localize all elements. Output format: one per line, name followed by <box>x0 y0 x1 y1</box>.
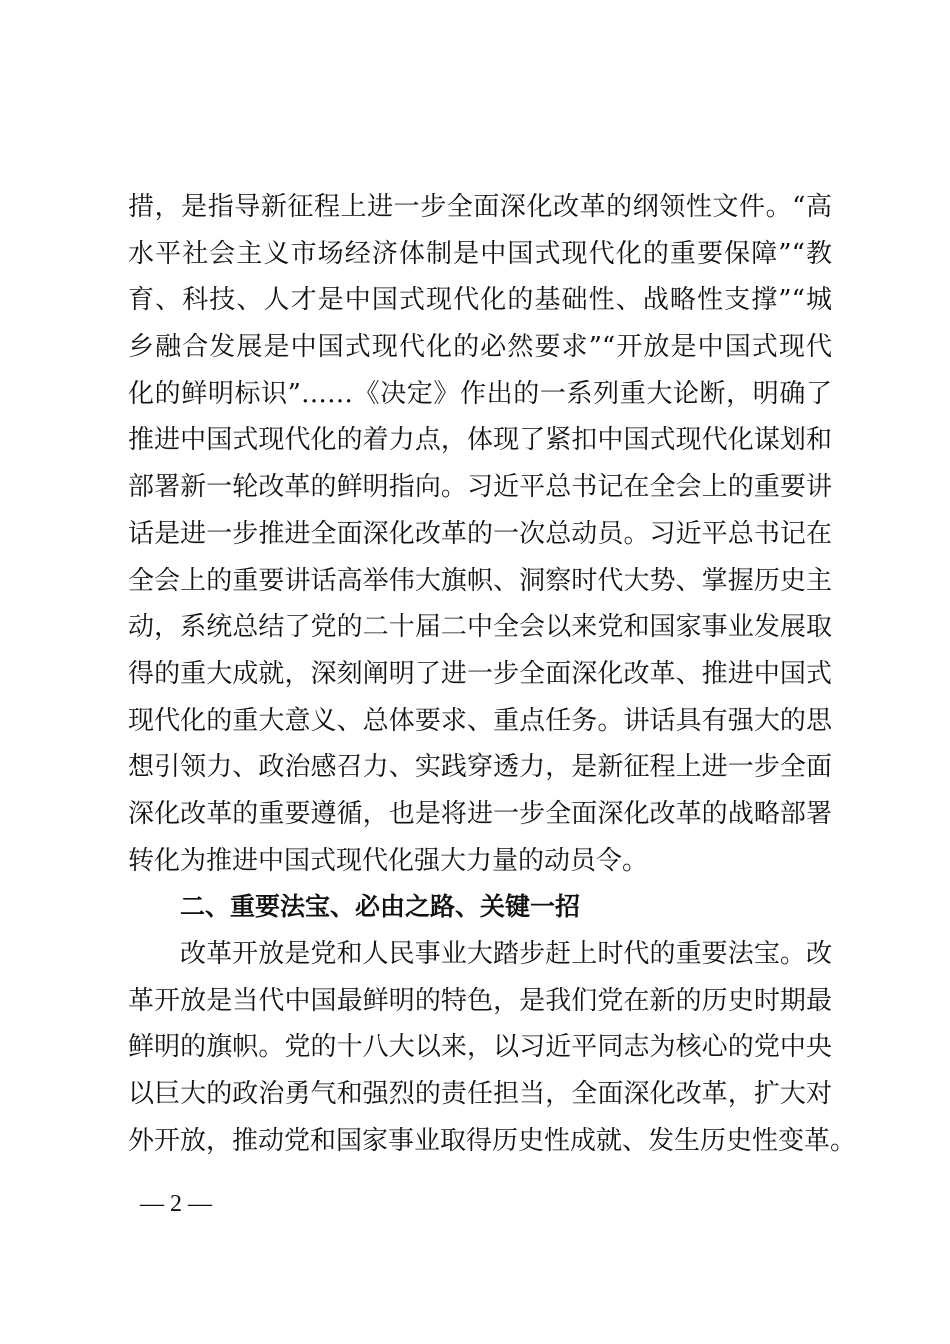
text-line: 措，是指导新征程上进一步全面深化改革的纲领性文件。“高 <box>128 192 832 222</box>
text-line: 乡融合发展是中国式现代化的必然要求”“开放是中国式现代 <box>128 332 832 363</box>
paragraph-1 <box>128 184 832 884</box>
text-line: 想引领力、政治感召力、实践穿透力，是新征程上进一步全面 <box>128 752 832 783</box>
text-line: 革开放是当代中国最鲜明的特色，是我们党在新的历史时期最 <box>128 985 832 1016</box>
text-line: 改革开放是党和人民事业大踏步赶上时代的重要法宝。改 <box>180 939 832 969</box>
text-line: 现代化的重大意义、总体要求、重点任务。讲话具有强大的思 <box>128 705 832 736</box>
text-line: 动，系统总结了党的二十届二中全会以来党和国家事业发展取 <box>128 612 832 643</box>
text-line: 部署新一轮改革的鲜明指向。习近平总书记在全会上的重要讲 <box>128 472 832 503</box>
text-line: 水平社会主义市场经济体制是中国式现代化的重要保障”“教 <box>128 238 832 269</box>
text-line: 推进中国式现代化的着力点，体现了紧扣中国式现代化谋划和 <box>128 425 832 456</box>
text-line: 鲜明的旗帜。党的十八大以来，以习近平同志为核心的党中央 <box>128 1032 832 1063</box>
text-line: 化的鲜明标识”……《决定》作出的一系列重大论断，明确了 <box>128 378 832 409</box>
text-line: 以巨大的政治勇气和强烈的责任担当，全面深化改革，扩大对 <box>128 1079 832 1110</box>
text-line: 外开放，推动党和国家事业取得历史性成就、发生历史性变革。 <box>128 1125 857 1156</box>
text-line: 深化改革的重要遵循，也是将进一步全面深化改革的战略部署 <box>128 798 832 829</box>
section-heading: 二、重要法宝、必由之路、关键一招 <box>180 892 581 922</box>
paragraph-2 <box>128 931 857 1164</box>
document-body <box>128 184 857 1164</box>
text-line: 话是进一步推进全面深化改革的一次总动员。习近平总书记在 <box>128 518 832 549</box>
text-line: 全会上的重要讲话高举伟大旗帜、洞察时代大势、掌握历史主 <box>128 565 832 596</box>
page-number: — 2 — <box>140 1191 212 1217</box>
text-line: 转化为推进中国式现代化强大力量的动员令。 <box>128 845 649 876</box>
text-line: 育、科技、人才是中国式现代化的基础性、战略性支撑”“城 <box>128 285 832 316</box>
text-line: 得的重大成就，深刻阐明了进一步全面深化改革、推进中国式 <box>128 658 832 689</box>
